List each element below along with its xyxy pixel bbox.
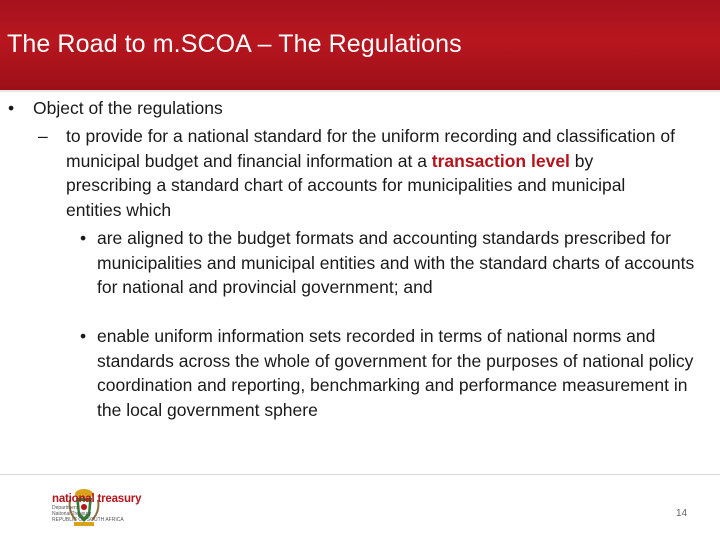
footer-divider xyxy=(0,474,720,475)
bullet-text: are aligned to the budget formats and accounting standards prescribed for municipalities and municipal entities and with the standard charts of accounts for national and provincial government; and xyxy=(97,228,695,297)
bullet-level2 xyxy=(38,124,678,222)
bullet-marker: • xyxy=(80,228,87,248)
page-number: 14 xyxy=(676,508,688,519)
bullet-level3 xyxy=(80,226,700,300)
slide-title: The Road to m.SCOA – The Regulations xyxy=(7,30,462,58)
bullet-level3 xyxy=(80,324,700,422)
logo-sub: Department: xyxy=(52,505,80,511)
text-before: to provide for a national standard for the uniform recording and classification of municipal budget and financial information at a xyxy=(66,126,675,171)
logo-brand: national treasury xyxy=(52,493,142,505)
bullet-marker: • xyxy=(8,98,15,118)
highlight-text: transaction level xyxy=(431,150,570,171)
title-bar xyxy=(0,0,720,90)
logo-sub: REPUBLIC OF SOUTH AFRICA xyxy=(52,517,124,523)
dash-marker: – xyxy=(38,126,48,146)
bullet-marker: • xyxy=(80,326,87,346)
bullet-text xyxy=(66,124,678,222)
logo-sub: National Treasury xyxy=(52,511,92,517)
title-divider xyxy=(0,90,720,92)
bullet-text: Object of the regulations xyxy=(33,98,223,118)
logo-text xyxy=(52,493,141,523)
text-after: by prescribing a standard chart of accounts for municipalities and municipal entities which xyxy=(66,150,626,220)
bullet-text: enable uniform information sets recorded in terms of national norms and standards across the whole of government for the purposes of national policy coordination and reporting, benchmarking and performance measurement in the local government sphere xyxy=(97,326,694,420)
